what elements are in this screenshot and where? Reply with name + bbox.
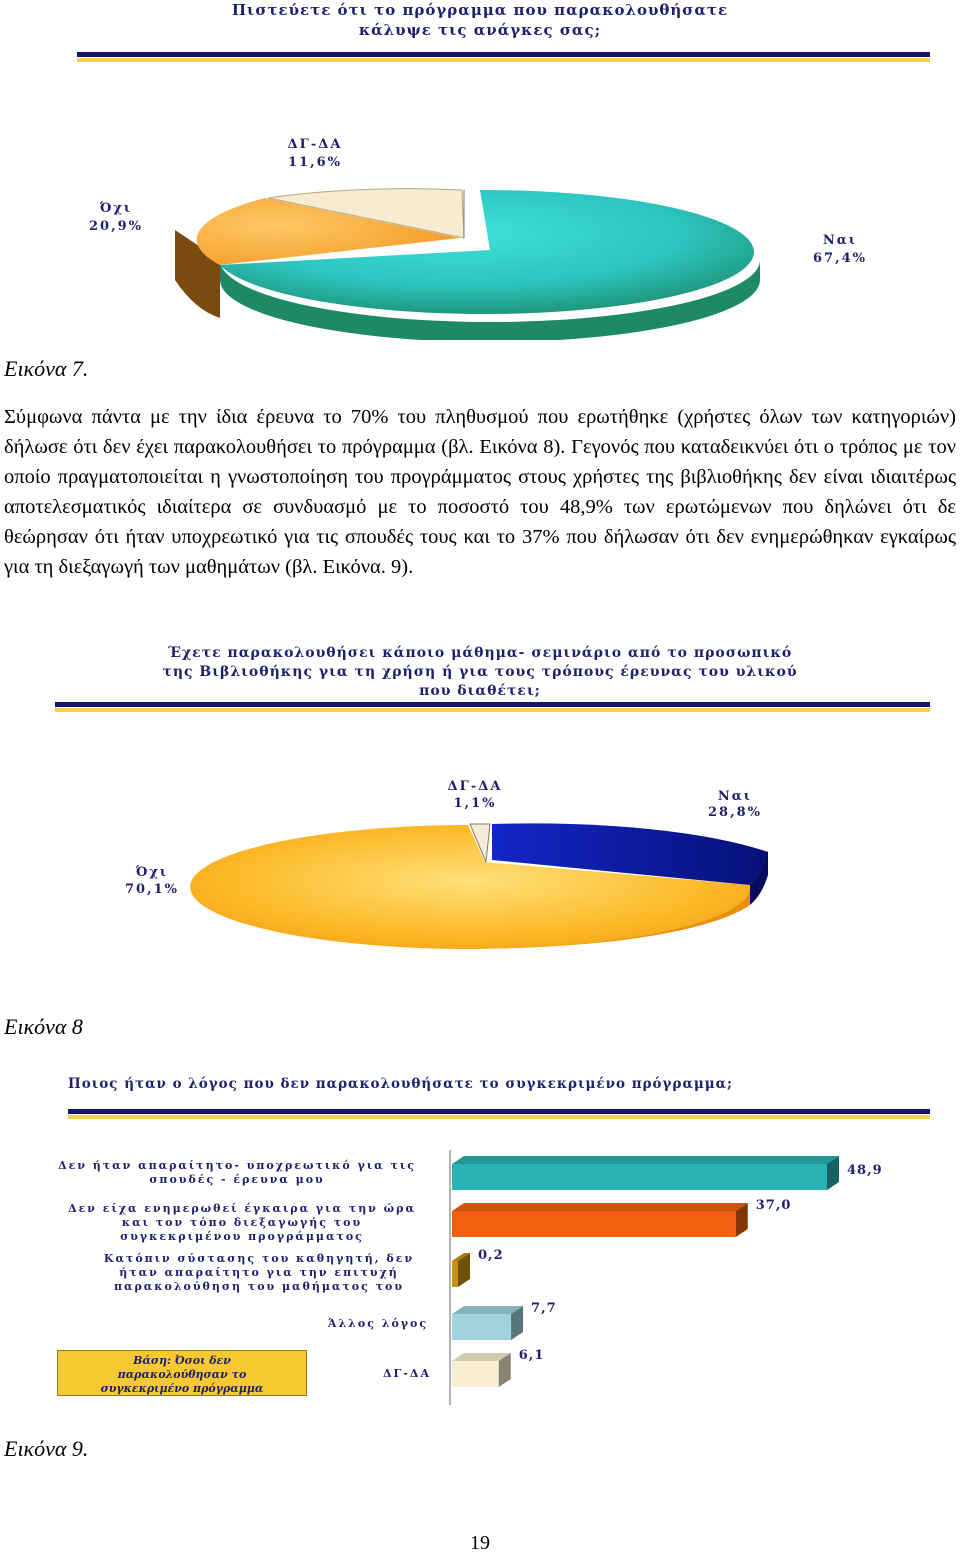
chart7-rule-yellow <box>77 58 930 62</box>
chart9-value-1: 48,9 <box>847 1163 883 1178</box>
chart8-title-line3: που διαθέτει; <box>419 683 541 699</box>
chart9-base-note <box>57 1350 307 1396</box>
chart9-note-line1: Βάση: Όσοι δεν <box>133 1354 231 1367</box>
chart8-label-yes-name: Ναι <box>717 789 753 804</box>
chart8-label-dk-value: 1,1% <box>453 796 497 811</box>
chart9-row3-label-line2: ήταν απαραίτητο για την επιτυχή <box>119 1266 399 1279</box>
chart9-row3-label-line3: παρακολούθηση του μαθήματος του <box>113 1280 405 1293</box>
chart8-title-line2: της Βιβλιοθήκης για τη χρήση ή για τους τρόπους έρευνας του υλικού <box>162 664 798 680</box>
chart8-label-no-value: 70,1% <box>124 882 180 897</box>
chart7-title <box>0 0 960 40</box>
chart8-rule-yellow <box>55 708 930 712</box>
chart9-row4-label: Άλλος λόγος <box>327 1317 429 1330</box>
chart9-bar-1-top <box>452 1156 839 1164</box>
chart7-label-dk-value: 11,6% <box>287 155 343 170</box>
chart8-title-line1: Έχετε παρακολουθήσει κάποιο μάθημα- σεμινάριο από το προσωπικό <box>167 645 793 661</box>
chart9-value-4: 7,7 <box>531 1301 557 1316</box>
caption-figure-8: Εικόνα 8 <box>4 1014 83 1039</box>
chart9-bar-3 <box>452 1261 458 1287</box>
body-paragraph: Σύμφωνα πάντα με την ίδια έρευνα το 70% του πληθυσμού που ερωτήθηκε (χρήστες όλων των κατηγοριών) δήλωσε ότι δεν έχει παρακολουθήσει το πρόγραμμα (βλ. Εικόνα 8). Γεγονός που καταδεικνύει ότι ο τρόπος με τον οποίο πραγματοποιείται η γνωστοποίηση του προγράμματος στους χρήστες της βιβλιοθήκης δεν είναι ιδιαιτέρως αποτελεσματικός ιδιαίτερα σε συνδυασμό με το ποσοστό του 48,9% των ερωτώμενων που δηλώνει ότι δε θεώρησαν ότι ήταν υποχρεωτικό για τις σπουδές τους και το 37% που δήλωσαν ότι δεν ενημερώθηκαν εγκαίρως για τη διεξαγωγή των μαθημάτων (βλ. Εικόνα. 9). <box>4 406 956 578</box>
chart9-rule-yellow <box>68 1115 930 1119</box>
chart8-label-yes-value: 28,8% <box>707 805 763 820</box>
chart9-row1-label-line1: Δεν ήταν απαραίτητο- υποχρεωτικό για τις <box>58 1159 416 1172</box>
chart9-rule-blue <box>68 1109 930 1114</box>
caption-figure-7: Εικόνα 7. <box>4 356 89 381</box>
chart9-value-2: 37,0 <box>755 1198 792 1213</box>
chart9-bar-1 <box>452 1164 827 1190</box>
chart9-bar-5 <box>452 1361 499 1387</box>
page-number: 19 <box>470 1532 490 1554</box>
chart8-title <box>0 644 960 701</box>
chart9-note-line3: συγκεκριμένο πρόγραμμα <box>100 1382 264 1395</box>
chart9-bar-4-top <box>452 1306 523 1314</box>
chart9-row2-label-line3: συγκεκριμένου προγράμματος <box>120 1230 364 1243</box>
chart8-rule-blue <box>55 702 930 707</box>
chart9-bar-2 <box>452 1211 736 1237</box>
chart9-row1-label-line2: σπουδές - έρευνα μου <box>149 1173 325 1186</box>
chart9-row5-label: ΔΓ-ΔΑ <box>383 1367 431 1380</box>
chart9-row2-label-line2: και τον τόπο διεξαγωγής του <box>121 1216 363 1229</box>
chart9-bar-2-top <box>452 1203 748 1211</box>
chart9-row2-label-line1: Δεν είχα ενημερωθεί έγκαιρα για την ώρα <box>68 1202 416 1215</box>
chart9-value-5: 6,1 <box>518 1348 545 1363</box>
chart7-title-line2: κάλυψε τις ανάγκες σας; <box>358 21 602 39</box>
chart7-rule-blue <box>77 52 930 57</box>
chart7-pie <box>0 120 960 340</box>
caption-figure-9: Εικόνα 9. <box>4 1436 89 1461</box>
chart7-label-no-name: Όχι <box>99 201 133 216</box>
chart7-label-yes-value: 67,4% <box>812 251 868 266</box>
chart9-row3-label-line1: Κατόπιν σύστασης του καθηγητή, δεν <box>103 1252 415 1265</box>
chart7-label-no-value: 20,9% <box>88 219 144 234</box>
chart9-value-3: 0,2 <box>478 1248 504 1263</box>
chart9-bar-4 <box>452 1314 511 1340</box>
chart8-label-dk-name: ΔΓ-ΔΑ <box>447 779 503 794</box>
chart7-label-dk-name: ΔΓ-ΔΑ <box>287 137 343 152</box>
chart7-label-yes-name: Ναι <box>822 233 858 248</box>
chart8-label-no-name: Όχι <box>135 865 169 880</box>
chart7-title-line1: Πιστεύετε ότι το πρόγραμμα που παρακολουθήσατε <box>231 1 729 19</box>
chart9-note-line2: παρακολούθησαν το <box>117 1368 247 1381</box>
chart9-title: Ποιος ήταν ο λόγος που δεν παρακολουθήσατε το συγκεκριμένο πρόγραμμα; <box>68 1076 733 1092</box>
chart8-pie <box>0 770 960 960</box>
